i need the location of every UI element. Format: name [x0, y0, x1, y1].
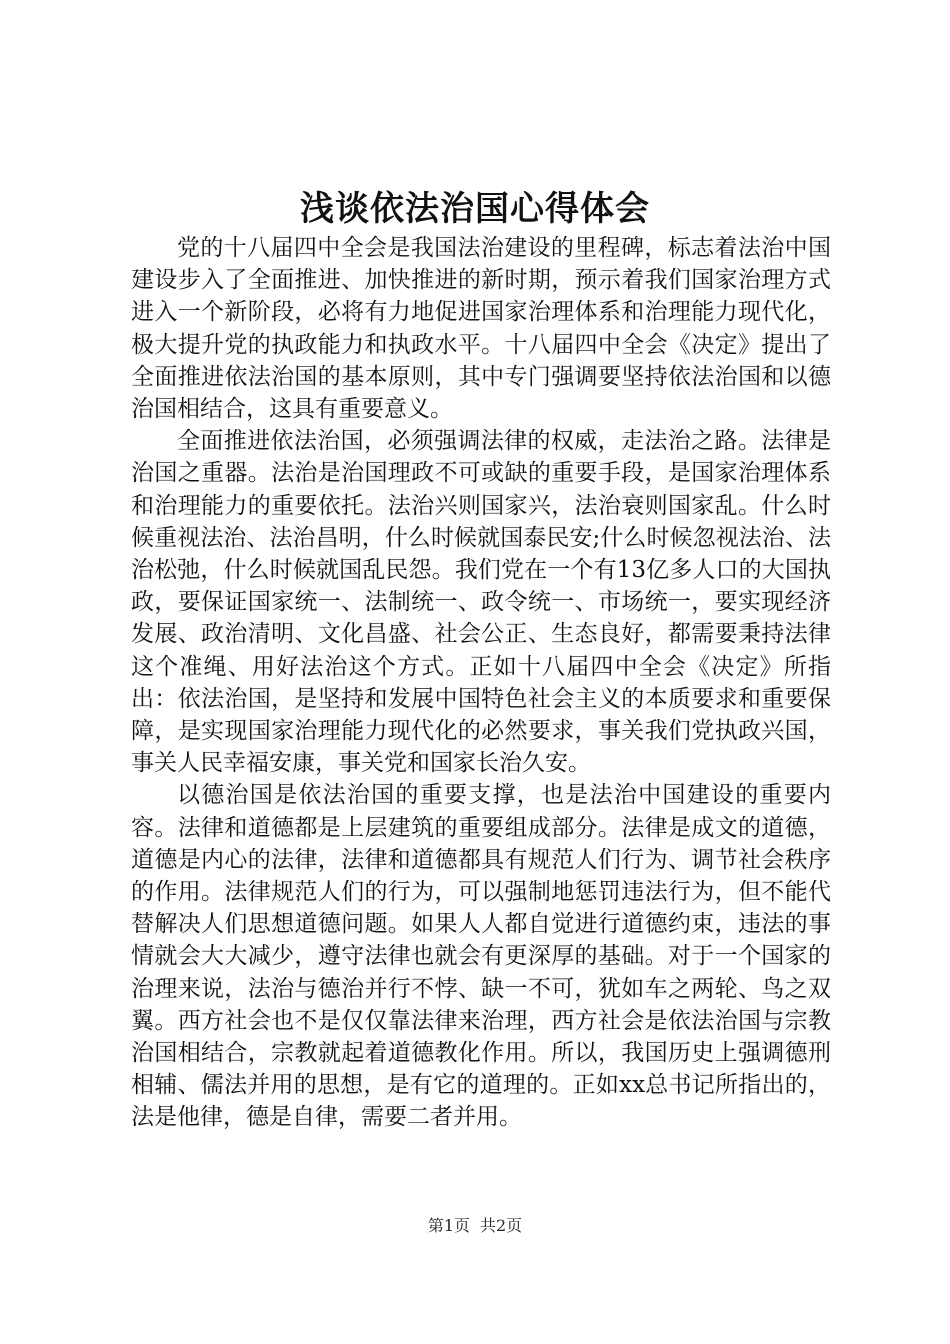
paragraph-1: 党的十八届四中全会是我国法治建设的里程碑，标志着法治中国建设步入了全面推进、加快推进的新时期，预示着我们国家治理方式进入一个新阶段，必将有力地促进国家治理体系和治理能力现代化，极大提升党的执政能力和执政水平。十八届四中全会《决定》提出了全面推进依法治国的基本原则，其中专门强调要坚持依法治国和以德治国相结合，这具有重要意义。 — [131, 235, 831, 423]
paragraph-3: 以德治国是依法治国的重要支撑，也是法治中国建设的重要内容。法律和道德都是上层建筑的重要组成部分。法律是成文的道德，道德是内心的法律，法律和道德都具有规范人们行为、调节社会秩序的作用。法律规范人们的行为，可以强制地惩罚违法行为，但不能代替解决人们思想道德问题。如果人人都自觉进行道德约束，违法的事情就会大大减少，遵守法律也就会有更深厚的基础。对于一个国家的治理来说，法治与德治并行不悖、缺一不可，犹如车之两轮、鸟之双翼。西方社会也不是仅仅靠法律来治理，西方社会是依法治国与宗教治国相结合，宗教就起着道德教化作用。所以，我国历史上强调德刑相辅、儒法并用的思想，是有它的道理的。正如xx总书记所指出的，法是他律，德是自律，需要二者并用。 — [131, 782, 831, 1131]
page-footer — [0, 1215, 950, 1237]
page-count: 共2页 — [480, 1216, 523, 1235]
document-title: 浅谈依法治国心得体会 — [300, 189, 650, 229]
document-body — [131, 232, 831, 1134]
page-number: 第1页 — [427, 1216, 470, 1235]
paragraph-2: 全面推进依法治国，必须强调法律的权威，走法治之路。法律是治国之重器。法治是治国理政不可或缺的重要手段，是国家治理体系和治理能力的重要依托。法治兴则国家兴，法治衰则国家乱。什么时候重视法治、法治昌明，什么时候就国泰民安;什么时候忽视法治、法治松弛，什么时候就国乱民怨。我们党在一个有13亿多人口的大国执政，要保证国家统一、法制统一、政令统一、市场统一，要实现经济发展、政治清明、文化昌盛、社会公正、生态良好，都需要秉持法律这个准绳、用好法治这个方式。正如十八届四中全会《决定》所指出：依法治国，是坚持和发展中国特色社会主义的本质要求和重要保障，是实现国家治理能力现代化的必然要求，事关我们党执政兴国，事关人民幸福安康，事关党和国家长治久安。 — [131, 428, 831, 777]
